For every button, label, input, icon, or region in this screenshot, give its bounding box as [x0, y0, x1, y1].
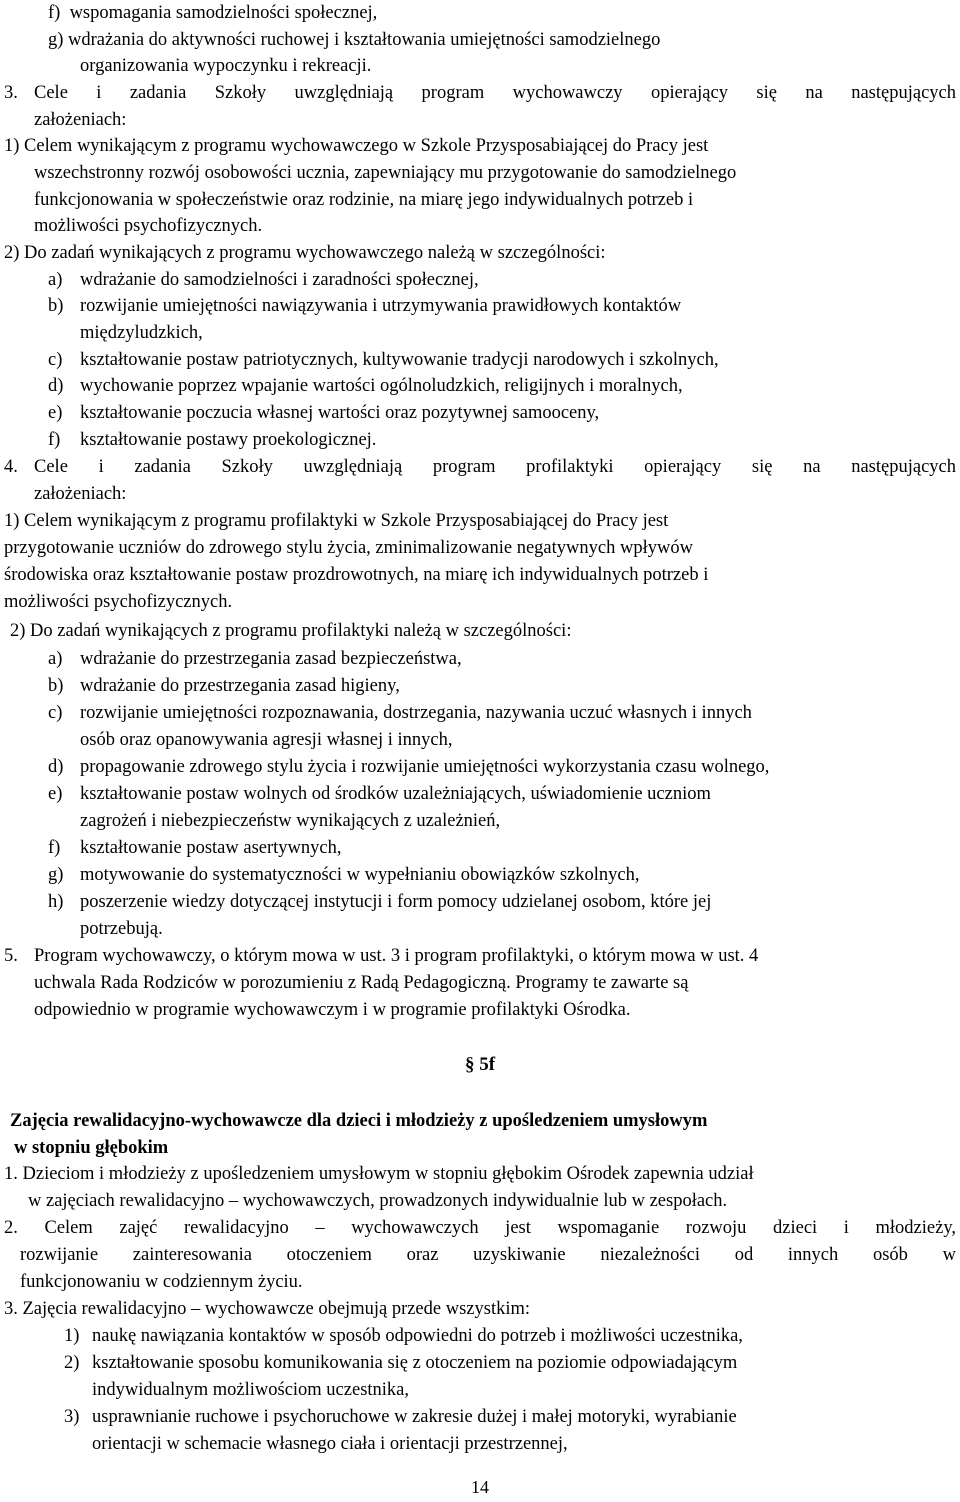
paragraph-line: 2) Do zadań wynikających z programu profilaktyki należą w szczególności:	[10, 621, 572, 641]
list-item-continuation: potrzebują.	[80, 919, 163, 939]
list-item: kształtowanie postaw patriotycznych, kultywowanie tradycji narodowych i szkolnych,	[80, 350, 719, 370]
list-item-continuation: orientacji w schemacie własnego ciała i orientacji przestrzennej,	[92, 1434, 568, 1454]
paragraph-line: odpowiednio w programie wychowawczym i w programie profilaktyki Ośrodka.	[34, 1000, 631, 1020]
list-item: rozwijanie umiejętności nawiązywania i utrzymywania prawidłowych kontaktów	[80, 296, 682, 316]
paragraph-sign-heading: § 5f	[464, 1054, 496, 1075]
paragraph-line: rozwijanie zainteresowania otoczeniem oraz uzyskiwanie niezależności od innych osób w	[20, 1245, 956, 1265]
list-label: d)	[48, 757, 64, 777]
list-label: e)	[48, 784, 63, 804]
section-title: Zajęcia rewalidacyjno-wychowawcze dla dzieci i młodzieży z upośledzeniem umysłowym	[10, 1111, 708, 1131]
list-label: d)	[48, 376, 64, 396]
paragraph-line: 3. Zajęcia rewalidacyjno – wychowawcze obejmują przede wszystkim:	[4, 1299, 531, 1319]
list-item: poszerzenie wiedzy dotyczącej instytucji i form pomocy udzielanej osobom, które jej	[80, 892, 712, 912]
list-label: 3)	[64, 1407, 80, 1427]
list-item: wychowanie poprzez wpajanie wartości ogólnoludzkich, religijnych i moralnych,	[80, 376, 683, 396]
list-label: b)	[48, 296, 64, 316]
paragraph-line: założeniach:	[34, 110, 127, 130]
list-label: e)	[48, 403, 63, 423]
list-item: kształtowanie sposobu komunikowania się z otoczeniem na poziomie odpowiadającym	[92, 1353, 738, 1373]
list-item: wdrażanie do przestrzegania zasad higieny,	[80, 676, 400, 696]
list-item: wdrażanie do przestrzegania zasad bezpieczeństwa,	[80, 649, 462, 669]
paragraph-line: Cele i zadania Szkoły uwzględniają program profilaktyki opierający się na następujących	[34, 457, 956, 477]
list-item: kształtowanie postaw asertywnych,	[80, 838, 342, 858]
list-label: f)	[48, 838, 61, 858]
list-label: h)	[48, 892, 64, 912]
paragraph-line: 1) Celem wynikającym z programu profilaktyki w Szkole Przysposabiającej do Pracy jest	[4, 511, 669, 531]
list-item: rozwijanie umiejętności rozpoznawania, dostrzegania, nazywania uczuć własnych i innych	[80, 703, 752, 723]
paragraph-line: środowiska oraz kształtowanie postaw prozdrowotnych, na miarę ich indywidualnych potrzeb i	[4, 565, 709, 585]
list-label: 2)	[64, 1353, 80, 1373]
list-item: f) wspomagania samodzielności społecznej,	[48, 3, 378, 23]
list-label: a)	[48, 270, 63, 290]
list-item: g) wdrażania do aktywności ruchowej i kształtowania umiejętności samodzielnego	[48, 30, 661, 50]
paragraph-line: 1) Celem wynikającym z programu wychowawczego w Szkole Przysposabiającej do Pracy jest	[4, 136, 709, 156]
paragraph-line: możliwości psychofizycznych.	[4, 592, 233, 612]
list-item-continuation: indywidualnym możliwościom uczestnika,	[92, 1380, 410, 1400]
list-item-continuation: międzyludzkich,	[80, 323, 203, 343]
list-item-continuation: osób oraz opanowywania agresji własnej i innych,	[80, 730, 453, 750]
list-label: b)	[48, 676, 64, 696]
list-item: kształtowanie poczucia własnej wartości oraz pozytywnej samooceny,	[80, 403, 600, 423]
paragraph-line: przygotowanie uczniów do zdrowego stylu życia, zminimalizowanie negatywnych wpływów	[4, 538, 693, 558]
list-label: a)	[48, 649, 63, 669]
list-label: c)	[48, 350, 63, 370]
section-number: 4.	[4, 457, 18, 477]
list-item-continuation: organizowania wypoczynku i rekreacji.	[80, 56, 372, 76]
list-label: f)	[48, 430, 61, 450]
list-label: 1)	[64, 1326, 80, 1346]
list-item: usprawnianie ruchowe i psychoruchowe w zakresie dużej i małej motoryki, wyrabianie	[92, 1407, 737, 1427]
list-item: naukę nawiązania kontaktów w sposób odpowiedni do potrzeb i możliwości uczestnika,	[92, 1326, 743, 1346]
list-item: propagowanie zdrowego stylu życia i rozwijanie umiejętności wykorzystania czasu wolnego,	[80, 757, 770, 777]
paragraph-line: w zajęciach rewalidacyjno – wychowawczych, prowadzonych indywidualnie lub w zespołach.	[28, 1191, 728, 1211]
list-item: kształtowanie postawy proekologicznej.	[80, 430, 377, 450]
list-label: c)	[48, 703, 63, 723]
list-item-continuation: zagrożeń i niebezpieczeństw wynikających z uzależnień,	[80, 811, 501, 831]
list-label: g)	[48, 865, 64, 885]
section-number: 5.	[4, 946, 18, 966]
paragraph-line: funkcjonowaniu w codziennym życiu.	[20, 1272, 303, 1292]
list-item: wdrażanie do samodzielności i zaradności społecznej,	[80, 270, 479, 290]
section-title: w stopniu głębokim	[14, 1138, 169, 1158]
page-number: 14	[471, 1477, 489, 1497]
paragraph-line: funkcjonowania w społeczeństwie oraz rodzinie, na miarę jego indywidualnych potrzeb i	[34, 190, 694, 210]
paragraph-line: 2. Celem zajęć rewalidacyjno – wychowawczych jest wspomaganie rozwoju dzieci i młodzieży,	[4, 1218, 956, 1238]
paragraph-line: Program wychowawczy, o którym mowa w ust. 3 i program profilaktyki, o którym mowa w ust. 4	[34, 946, 759, 966]
paragraph-line: uchwala Rada Rodziców w porozumieniu z Radą Pedagogiczną. Programy te zawarte są	[34, 973, 689, 993]
paragraph-line: Cele i zadania Szkoły uwzględniają program wychowawczy opierający się na następujących	[34, 83, 956, 103]
list-item: motywowanie do systematyczności w wypełnianiu obowiązków szkolnych,	[80, 865, 640, 885]
paragraph-line: 1. Dzieciom i młodzieży z upośledzeniem umysłowym w stopniu głębokim Ośrodek zapewnia udział	[4, 1164, 754, 1184]
paragraph-line: założeniach:	[34, 484, 127, 504]
paragraph-line: 2) Do zadań wynikających z programu wychowawczego należą w szczególności:	[4, 243, 606, 263]
paragraph-line: wszechstronny rozwój osobowości ucznia, zapewniający mu przygotowanie do samodzielnego	[34, 163, 737, 183]
list-item: kształtowanie postaw wolnych od środków uzależniających, uświadomienie uczniom	[80, 784, 711, 804]
paragraph-line: możliwości psychofizycznych.	[34, 216, 263, 236]
section-number: 3.	[4, 83, 18, 103]
